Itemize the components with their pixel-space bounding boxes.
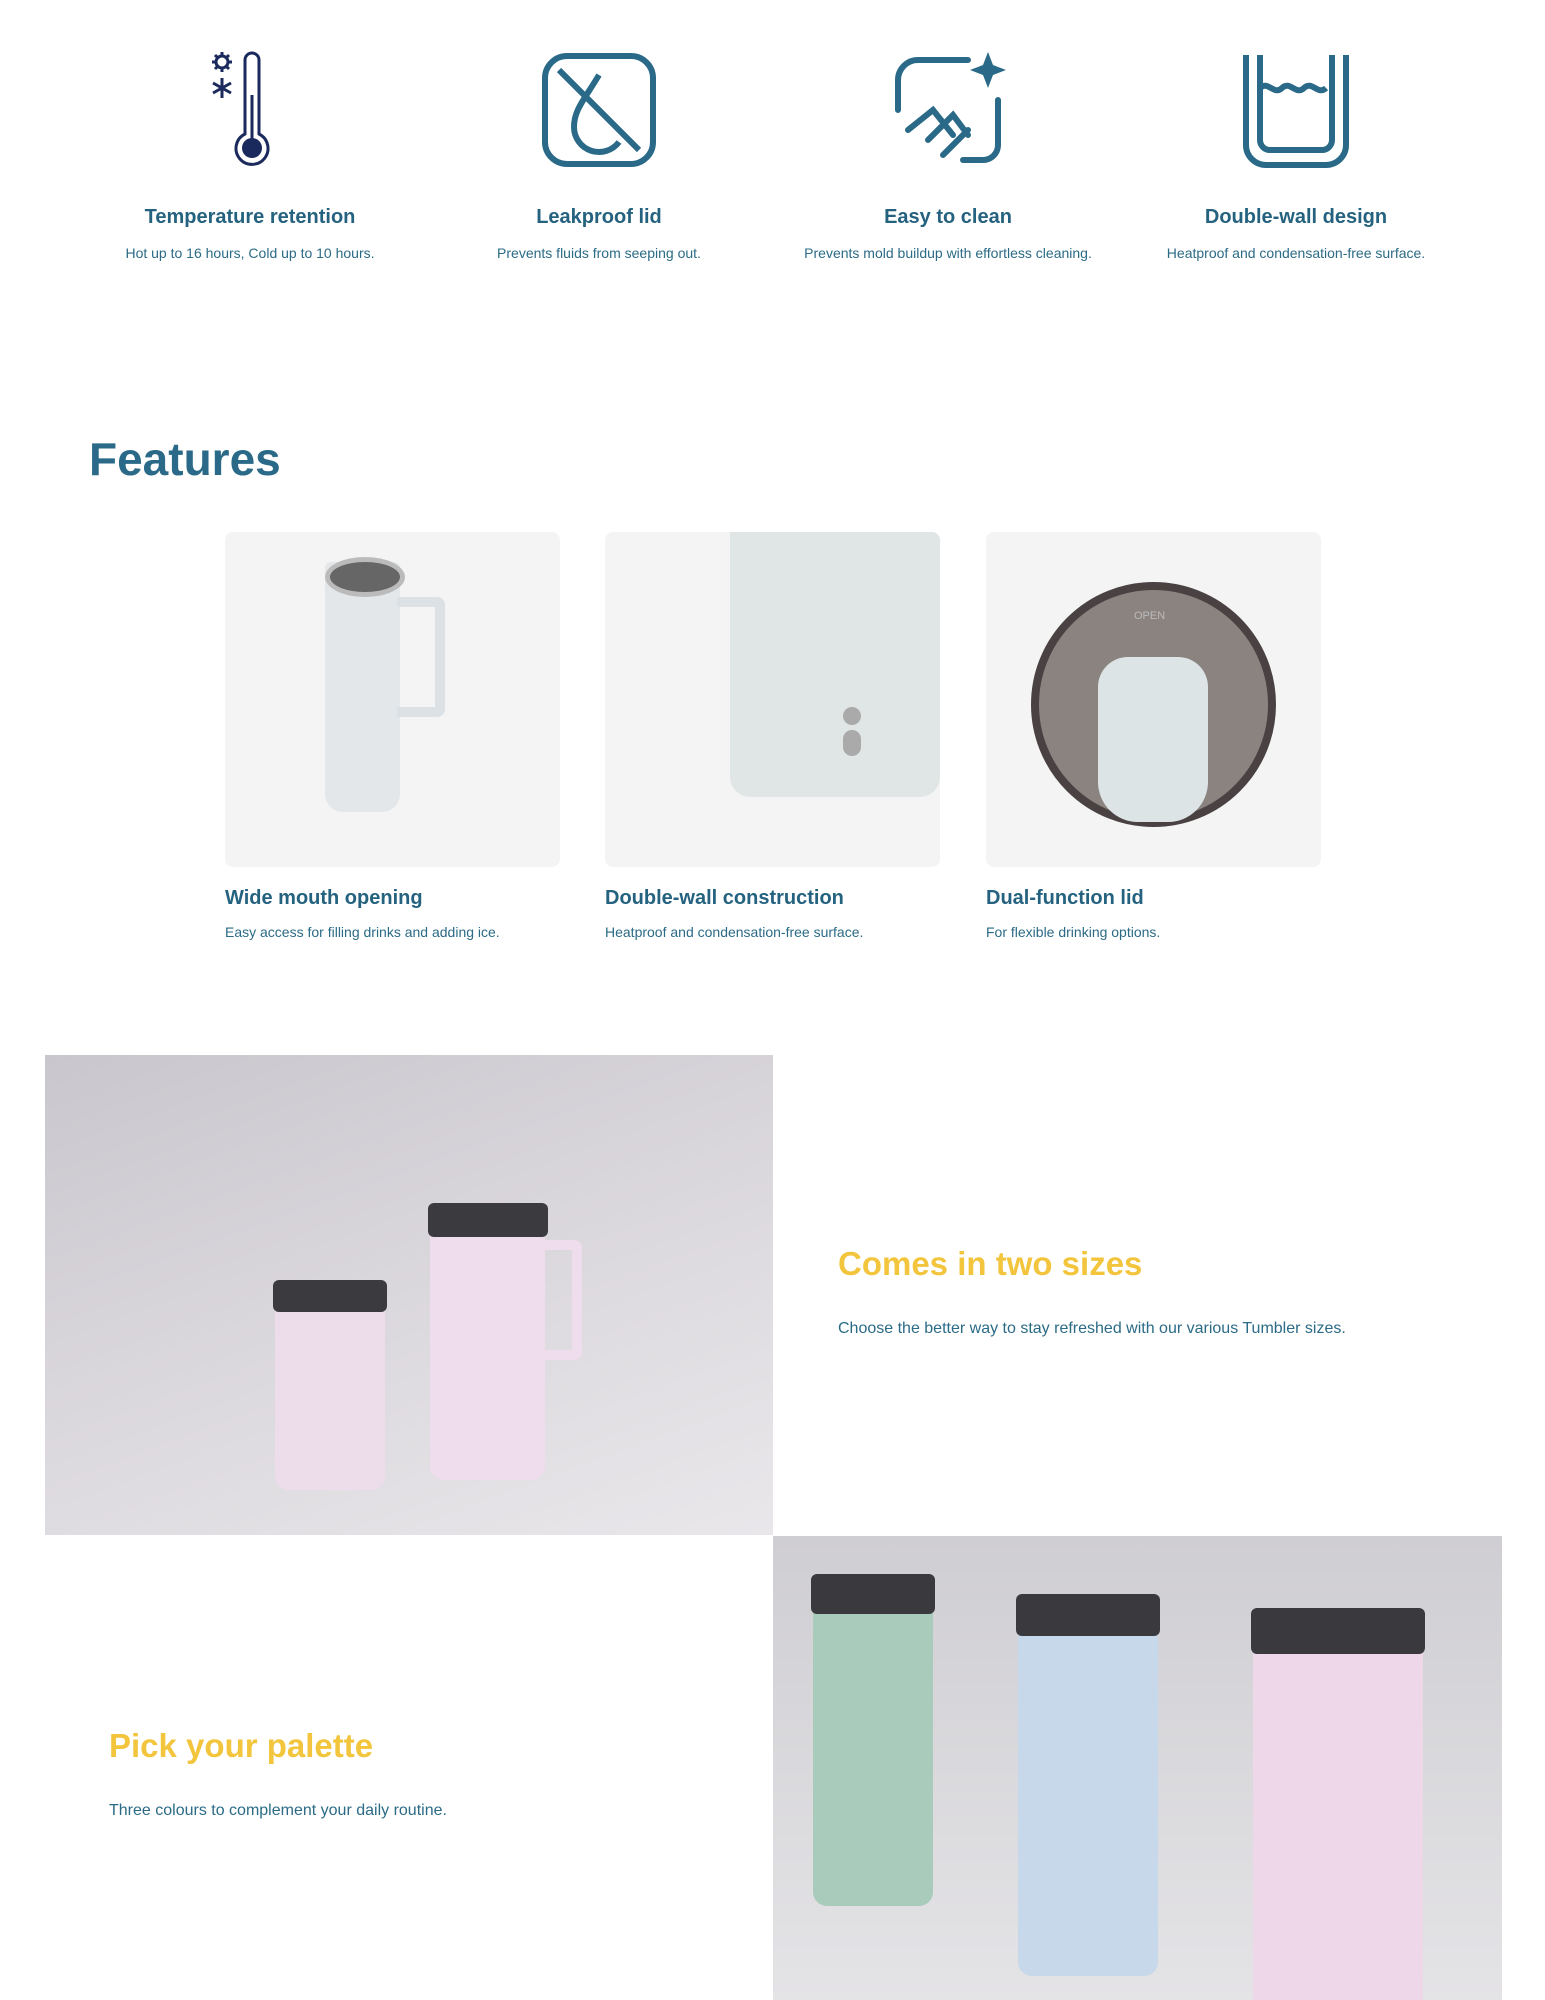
feature-desc: Easy access for filling drinks and adding ice. (225, 924, 500, 940)
feature-desc: For flexible drinking options. (986, 924, 1161, 940)
benefit-desc: Heatproof and condensation-free surface. (1166, 245, 1426, 261)
feature-title: Double-wall construction (605, 887, 844, 909)
feature-card-double-wall (605, 532, 940, 940)
no-drop-icon (539, 50, 659, 170)
benefit-double-wall (1126, 50, 1466, 263)
palette-desc: Three colours to complement your daily routine. (109, 1802, 447, 1819)
benefit-title: Easy to clean (884, 206, 1012, 228)
tumbler-image (225, 532, 560, 867)
sizes-title: Comes in two sizes (838, 1245, 1143, 1282)
two-sizes-photo (45, 1055, 773, 1535)
features-heading: Features (89, 433, 281, 485)
benefit-easy-clean (778, 50, 1118, 263)
feature-card-lid (986, 532, 1321, 940)
feature-title: Dual-function lid (986, 887, 1144, 909)
palette-photo (773, 1536, 1502, 2000)
benefit-temperature (80, 50, 420, 263)
benefit-title: Double-wall design (1204, 206, 1388, 228)
benefit-desc: Prevents fluids from seeping out. (497, 245, 701, 261)
lid-image (986, 532, 1321, 867)
double-wall-cup-icon (1236, 50, 1356, 170)
feature-card-wide-mouth (225, 532, 560, 940)
lid-open-text: OPEN (1134, 610, 1166, 622)
clean-hand-icon (888, 50, 1008, 170)
benefit-desc: Prevents mold buildup with effortless cleaning. (804, 245, 1092, 261)
sizes-desc: Choose the better way to stay refreshed with our various Tumbler sizes. (838, 1320, 1346, 1337)
palette-title: Pick your palette (109, 1727, 374, 1764)
benefit-title: Leakproof lid (536, 206, 662, 228)
benefit-leakproof (429, 50, 769, 263)
tumbler-closeup-image (605, 532, 940, 867)
feature-desc: Heatproof and condensation-free surface. (605, 924, 864, 940)
thermometer-icon (190, 50, 310, 170)
benefit-title: Temperature retention (144, 206, 356, 228)
benefit-desc: Hot up to 16 hours, Cold up to 10 hours. (125, 245, 375, 261)
feature-title: Wide mouth opening (225, 887, 423, 909)
